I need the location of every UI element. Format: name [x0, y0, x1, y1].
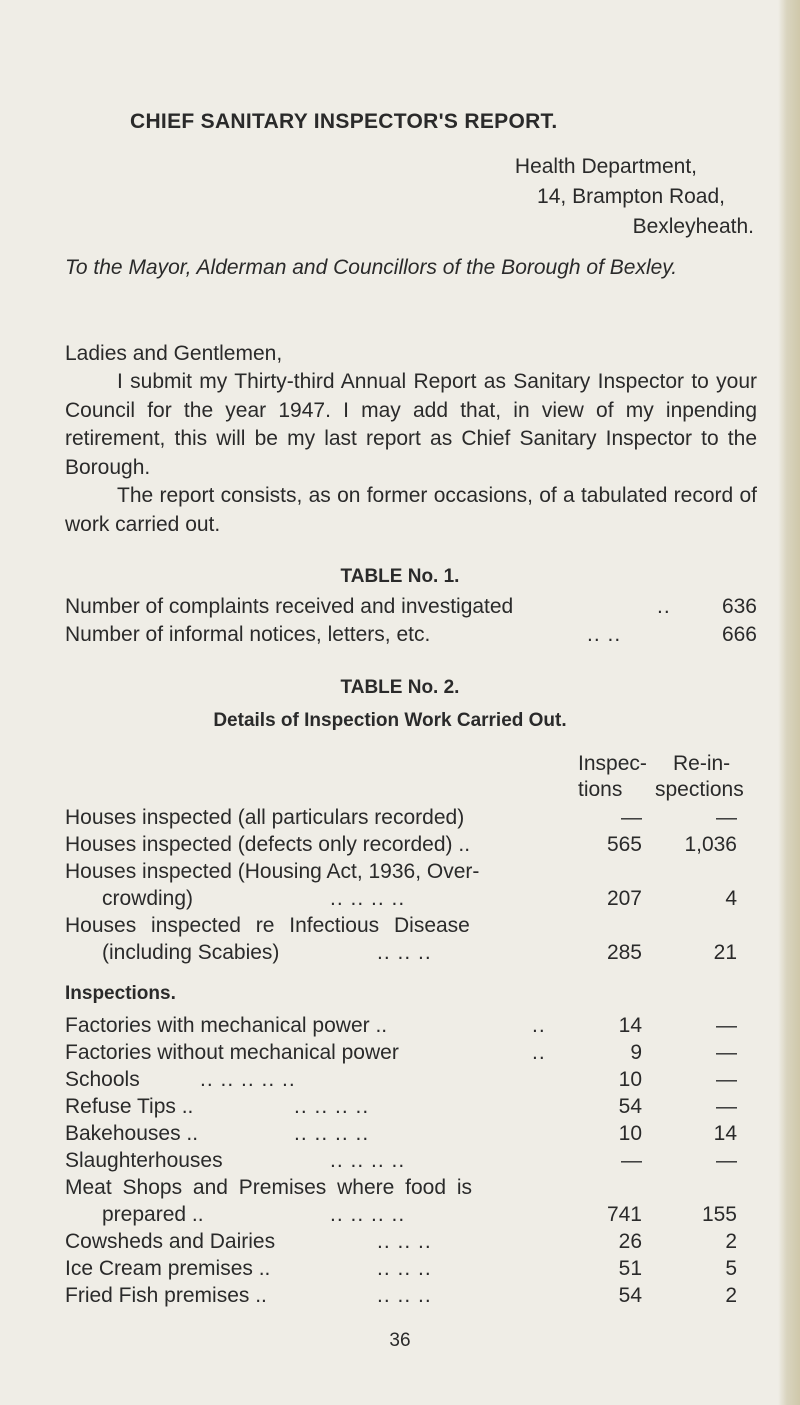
table2-subheading: Details of Inspection Work Carried Out. [213, 710, 567, 731]
inspections-value: 54 [618, 1095, 642, 1118]
row-label: Slaughterhouses [65, 1149, 223, 1172]
leader-dots: .. .. .. [377, 941, 432, 964]
report-title: CHIEF SANITARY INSPECTOR'S REPORT. [130, 110, 558, 133]
table2-heading: TABLE No. 2. [340, 677, 460, 698]
row-label: Cowsheds and Dairies [65, 1230, 276, 1253]
row-label: Factories with mechanical power .. [65, 1014, 388, 1037]
row-label: Fried Fish premises .. [65, 1284, 267, 1307]
reinspections-value: 5 [725, 1257, 737, 1280]
inspections-value: 10 [618, 1068, 642, 1091]
table-row [65, 914, 757, 942]
inspections-value: 54 [618, 1284, 642, 1307]
leader-dots: .. [532, 1041, 546, 1064]
inspections-value: — [621, 1149, 642, 1172]
table-row [65, 1230, 757, 1258]
row-label: Refuse Tips .. [65, 1095, 194, 1118]
addressee: To the Mayor, Alderman and Councillors of the Borough of Bexley. [65, 256, 678, 279]
reinspections-value: 155 [701, 1203, 737, 1226]
leader-dots: .. [657, 595, 671, 618]
row-value: 636 [721, 595, 757, 618]
paragraph-2: The report consists, as on former occasions, of a tabulated record of work carried out. [65, 484, 757, 536]
table-row [65, 887, 757, 915]
table-row [65, 860, 757, 888]
row-label-continued: crowding) [102, 887, 194, 910]
page-number: 36 [389, 1330, 411, 1351]
table-row [65, 941, 757, 969]
table-row [65, 1176, 757, 1204]
table-row [65, 1203, 757, 1231]
leader-dots: .. .. .. [377, 1230, 432, 1253]
table1-row [65, 623, 757, 651]
reinspections-value: 1,036 [684, 833, 737, 856]
row-label: Meat Shops and Premises where food is [65, 1176, 473, 1199]
leader-dots: .. [532, 1014, 546, 1037]
leader-dots: .. .. .. [377, 1257, 432, 1280]
inspections-value: 207 [606, 887, 642, 910]
reinspections-value: — [716, 1041, 737, 1064]
col-reinspections-head-1: Re-in- [673, 752, 731, 775]
reinspections-value: 2 [725, 1230, 737, 1253]
row-label: Number of informal notices, letters, etc. [65, 623, 431, 646]
reinspections-value: — [716, 1149, 737, 1172]
reinspections-value: — [716, 1095, 737, 1118]
leader-dots: .. .. .. .. [294, 1095, 370, 1118]
inspections-value: 51 [618, 1257, 642, 1280]
row-label: Houses inspected (defects only recorded) .. [65, 833, 471, 856]
table-row [65, 1014, 757, 1042]
row-label: Ice Cream premises .. [65, 1257, 271, 1280]
inspections-value: 10 [618, 1122, 642, 1145]
leader-dots: .. .. [587, 623, 622, 646]
row-label-continued: (including Scabies) [102, 941, 280, 964]
leader-dots: .. .. .. .. [330, 1203, 406, 1226]
reinspections-value: 21 [713, 941, 737, 964]
row-label: Houses inspected re Infectious Disease [65, 914, 470, 937]
leader-dots: .. .. .. [377, 1284, 432, 1307]
col-reinspections-head-2: spections [655, 778, 744, 801]
row-label: Factories without mechanical power [65, 1041, 399, 1064]
table-row [65, 806, 757, 834]
address-line-3: Bexleyheath. [632, 215, 754, 238]
inspections-value: 26 [618, 1230, 642, 1253]
leader-dots: .. .. .. .. .. [200, 1068, 296, 1091]
row-label: Houses inspected (all particulars recorded) [65, 806, 465, 829]
inspections-heading: Inspections. [65, 983, 176, 1004]
reinspections-value: 2 [725, 1284, 737, 1307]
row-value: 666 [721, 623, 757, 646]
greeting: Ladies and Gentlemen, [65, 342, 283, 365]
leader-dots: .. .. .. .. [294, 1122, 370, 1145]
page-edge [778, 0, 800, 1405]
col-inspections-head-2: tions [578, 778, 623, 801]
inspections-value: 565 [606, 833, 642, 856]
table-row [65, 1068, 757, 1096]
address-line-2: 14, Brampton Road, [537, 185, 725, 208]
inspections-value: 14 [618, 1014, 642, 1037]
col-inspections-head-1: Inspec- [578, 752, 647, 775]
row-label-continued: prepared .. [102, 1203, 204, 1226]
leader-dots: .. .. .. .. [330, 887, 406, 910]
row-label: Houses inspected (Housing Act, 1936, Over- [65, 860, 480, 883]
reinspections-value: 14 [713, 1122, 737, 1145]
inspections-value: — [621, 806, 642, 829]
row-label: Schools [65, 1068, 140, 1091]
inspections-value: 741 [606, 1203, 642, 1226]
row-label: Number of complaints received and investigated [65, 595, 514, 618]
table-row [65, 1095, 757, 1123]
inspections-value: 285 [606, 941, 642, 964]
table-row [65, 1122, 757, 1150]
reinspections-value: — [716, 1014, 737, 1037]
table-row [65, 1041, 757, 1069]
reinspections-value: — [716, 1068, 737, 1091]
reinspections-value: 4 [725, 887, 737, 910]
table-row [65, 833, 757, 861]
table-row [65, 1284, 757, 1312]
table-row [65, 1149, 757, 1177]
paragraph-1: I submit my Thirty-third Annual Report as Sanitary Inspector to your Council for the year 1947. I may add that, in view of my inpending retirement, this will be my last report as Chief Sanitary Inspector to the Borough. [65, 370, 757, 479]
table-row [65, 1257, 757, 1285]
table1-row [65, 595, 757, 623]
table1-heading: TABLE No. 1. [340, 566, 460, 587]
leader-dots: .. .. .. .. [330, 1149, 406, 1172]
row-label: Bakehouses .. [65, 1122, 199, 1145]
reinspections-value: — [716, 806, 737, 829]
inspections-value: 9 [630, 1041, 642, 1064]
address-line-1: Health Department, [514, 155, 697, 178]
